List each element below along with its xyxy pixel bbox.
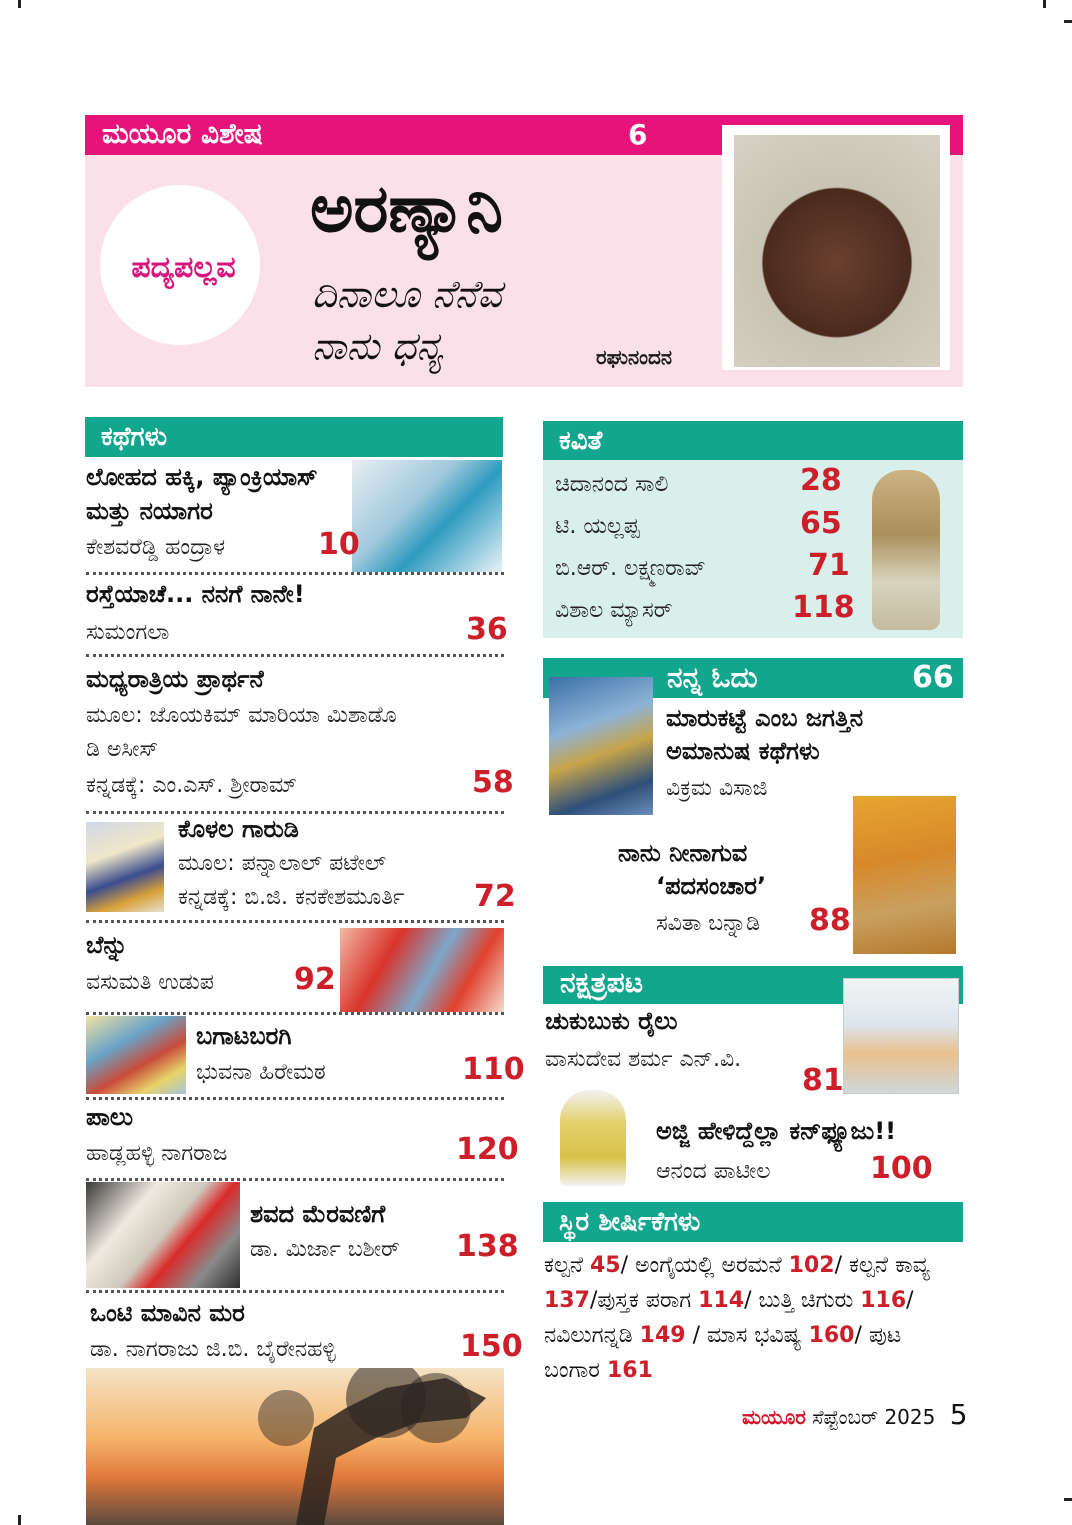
poet-name: ಟಿ. ಯಲ್ಲಪ್ಪ — [555, 514, 640, 539]
poem-page-number[interactable]: 118 — [792, 590, 855, 625]
story-title[interactable]: ರಸ್ತೆಯಾಚೆ... ನನಗೆ ನಾನೇ! — [86, 580, 305, 608]
divider — [86, 920, 504, 923]
divider — [86, 1097, 504, 1100]
story-page-number[interactable]: 92 — [294, 962, 336, 997]
feature-title[interactable]: ಅರಣ್ಯಾನಿ — [310, 170, 503, 247]
story-author: ಭುವನಾ ಹಿರೇಮಠ — [196, 1060, 326, 1085]
story-page-number[interactable]: 138 — [456, 1229, 519, 1264]
feature-label: ಮಯೂರ ವಿಶೇಷ — [102, 117, 263, 150]
star-author: ಆನಂದ ಪಾಟೀಲ — [656, 1159, 771, 1184]
poem-illustration — [872, 470, 940, 630]
fixed-columns-list: ಕಲ್ಪನೆ 45/ ಅಂಗೈಯಲ್ಲಿ ಅರಮನೆ 102/ ಕಲ್ಪನೆ ಕಾವ್ಯ 137/ಪುಸ್ತಕ ಪರಾಗ 114/ ಬುತ್ತಿ ಚಿಗುರು 116/ ನವಿಲುಗನ್ನಡಿ 149 / ಮಾಸ ಭವಿಷ್ಯ 160/ ಪುಟ ಬಂಗಾರ 161 — [544, 1253, 930, 1383]
poem-page-number[interactable]: 28 — [800, 463, 842, 498]
star-page-number[interactable]: 100 — [870, 1151, 933, 1186]
story-illustration — [86, 1016, 186, 1094]
divider — [86, 654, 504, 657]
story-illustration — [352, 460, 502, 572]
story-author: ಡಾ. ನಾಗರಾಜು ಜಿ.ಬಿ. ಬೈರೇನಹಳ್ಳಿ — [90, 1337, 336, 1362]
divider — [86, 1290, 504, 1293]
story-author: ಡಾ. ಮಿರ್ಜಾ ಬಶೀರ್ — [250, 1237, 400, 1262]
reading-heading: ನನ್ನ ಓದು — [667, 661, 758, 694]
story-original-author: ಮೂಲ: ಪನ್ನಾಲಾಲ್ ಪಟೇಲ್ — [178, 851, 387, 876]
book-cover — [549, 677, 653, 815]
story-title[interactable]: ಲೋಹದ ಹಕ್ಕಿ, ಪ್ಯಾಂಕ್ರಿಯಾಸ್ — [86, 463, 318, 491]
book-title[interactable]: ನಾನು ನೀನಾಗುವ — [618, 839, 748, 867]
fixed-item[interactable]: ನವಿಲುಗನ್ನಡಿ 149 — [544, 1323, 686, 1348]
story-title[interactable]: ಕೊಳಲ ಗಾರುಡಿ — [178, 815, 299, 843]
crop-mark — [1043, 0, 1046, 8]
tree-silhouette — [86, 1368, 504, 1525]
story-page-number[interactable]: 72 — [474, 879, 516, 914]
story-title[interactable]: ಬೆನ್ನು — [86, 931, 128, 959]
divider — [86, 1012, 504, 1015]
story-illustration — [340, 928, 504, 1012]
book-title-line2[interactable]: ಅಮಾನುಷ ಕಥೆಗಳು — [666, 737, 820, 765]
story-original-author-cont: ಡಿ ಅಸೀಸ್ — [86, 737, 159, 762]
story-title[interactable]: ಪಾಲು — [86, 1103, 134, 1131]
book-title-line2[interactable]: ‘ಪದಸಂಚಾರ’ — [656, 872, 767, 900]
star-title[interactable]: ಅಜ್ಜಿ ಹೇಳಿದ್ದೆಲ್ಲಾ ಕನ್‌ಫ್ಯೂಜು!! — [656, 1117, 897, 1145]
feature-page-number[interactable]: 6 — [628, 118, 648, 151]
divider — [86, 572, 504, 575]
author-portrait-image — [734, 135, 940, 367]
fixed-item[interactable]: ಪುಸ್ತಕ ಪರಾಗ 114 — [597, 1288, 745, 1313]
star-title[interactable]: ಚುಕುಬುಕು ರೈಲು — [545, 1007, 678, 1035]
book-title[interactable]: ಮಾರುಕಟ್ಟೆ ಎಂಬ ಜಗತ್ತಿನ — [666, 704, 864, 732]
tree-illustration — [86, 1368, 504, 1525]
story-author: ಕೇಶವರೆಡ್ಡಿ ಹಂದ್ರಾಳ — [86, 535, 226, 560]
cartoon-illustration — [843, 978, 959, 1094]
divider — [86, 811, 504, 814]
story-author: ಹಾಡ್ಲಹಳ್ಳಿ ನಾಗರಾಜ — [86, 1141, 228, 1166]
stars-heading: ನಕ್ಷತ್ರಪಟ — [560, 966, 643, 999]
story-translator: ಕನ್ನಡಕ್ಕೆ: ಎಂ.ಎಸ್. ಶ್ರೀರಾಮ್ — [86, 773, 297, 798]
poet-name: ಚಿದಾನಂದ ಸಾಲಿ — [555, 472, 669, 497]
book-author: ಸವಿತಾ ಬನ್ನಾಡಿ — [656, 911, 761, 936]
page-footer — [742, 1398, 968, 1431]
crop-mark — [1064, 1498, 1072, 1501]
story-original-author: ಮೂಲ: ಜೊಯಕಿಮ್ ಮಾರಿಯಾ ಮಿಶಾಡೊ — [86, 703, 397, 728]
issue-date: ಸೆಪ್ಟೆಂಬರ್ 2025 — [812, 1405, 936, 1429]
column-name: ಪದ್ಯಪಲ್ಲವ — [131, 250, 236, 285]
story-page-number[interactable]: 150 — [460, 1329, 523, 1364]
book-page-number[interactable]: 88 — [809, 903, 851, 938]
fixed-item[interactable]: ಪುಟ ಬಂಗಾರ 161 — [544, 1323, 902, 1383]
crop-mark — [18, 0, 21, 8]
story-page-number[interactable]: 58 — [472, 765, 514, 800]
story-page-number[interactable]: 10 — [318, 527, 360, 562]
poem-page-number[interactable]: 65 — [800, 506, 842, 541]
fixed-item[interactable]: ಕಲ್ಪನೆ ಕಾವ್ಯ 137 — [544, 1253, 930, 1313]
story-title[interactable]: ಬಗಾಟಬರಗಿ — [196, 1022, 292, 1050]
poems-heading: ಕವಿತೆ — [543, 421, 963, 461]
feature-subtitle — [312, 268, 502, 372]
poet-name: ಬಿ.ಆರ್. ಲಕ್ಷ್ಮಣರಾವ್ — [555, 556, 706, 581]
feature-subtitle-line2: ನಾನು ಧನ್ಯ — [312, 324, 443, 368]
story-title[interactable]: ಮಧ್ಯರಾತ್ರಿಯ ಪ್ರಾರ್ಥನೆ — [86, 665, 264, 693]
star-page-number[interactable]: 81 — [802, 1063, 844, 1098]
fixed-item[interactable]: ಕಲ್ಪನೆ 45 — [544, 1253, 621, 1278]
poem-page-number[interactable]: 71 — [808, 548, 850, 583]
story-illustration — [86, 822, 164, 912]
feature-author: ರಘುನಂದನ — [596, 345, 672, 369]
story-title[interactable]: ಒಂಟಿ ಮಾವಿನ ಮರ — [90, 1299, 245, 1327]
story-page-number[interactable]: 36 — [466, 612, 508, 647]
story-title-line2[interactable]: ಮತ್ತು ನಯಾಗರ — [86, 497, 213, 525]
page-number: 5 — [949, 1398, 968, 1431]
star-author: ವಾಸುದೇವ ಶರ್ಮ ಎನ್.ವಿ. — [545, 1047, 742, 1072]
crop-mark — [18, 1515, 21, 1525]
fixed-item[interactable]: ಮಾಸ ಭವಿಷ್ಯ 160 — [706, 1323, 855, 1348]
story-title[interactable]: ಶವದ ಮೆರವಣಿಗೆ — [250, 1200, 386, 1228]
feature-subtitle-line1: ದಿನಾಲೂ ನೆನೆವ — [312, 272, 502, 316]
crop-mark — [1064, 20, 1072, 23]
grandma-illustration — [560, 1090, 626, 1186]
story-illustration — [86, 1182, 240, 1288]
book-cover — [853, 796, 956, 954]
magazine-brand: ಮಯೂರ — [742, 1405, 806, 1429]
fixed-item[interactable]: ಬುತ್ತಿ ಚಿಗುರು 116 — [758, 1288, 907, 1313]
fixed-item[interactable]: ಅಂಗೈಯಲ್ಲಿ ಅರಮನೆ 102 — [635, 1253, 835, 1278]
story-page-number[interactable]: 120 — [456, 1132, 519, 1167]
divider — [86, 1178, 504, 1181]
story-author: ವಸುಮತಿ ಉಡುಪ — [86, 970, 214, 995]
fixed-heading: ಸ್ಥಿರ ಶೀರ್ಷಿಕೆಗಳು — [543, 1202, 963, 1242]
poet-name: ವಿಶಾಲ ಮ್ಯಾಸರ್ — [555, 598, 673, 623]
story-page-number[interactable]: 110 — [462, 1052, 525, 1087]
story-author: ಸುಮಂಗಲಾ — [86, 620, 170, 645]
story-translator: ಕನ್ನಡಕ್ಕೆ: ಬಿ.ಜಿ. ಕನಕೇಶಮೂರ್ತಿ — [178, 885, 405, 910]
reading-page-number[interactable]: 66 — [912, 660, 954, 695]
book-author: ವಿಕ್ರಮ ವಿಸಾಜಿ — [666, 776, 768, 801]
stories-heading: ಕಥೆಗಳು — [85, 417, 503, 457]
